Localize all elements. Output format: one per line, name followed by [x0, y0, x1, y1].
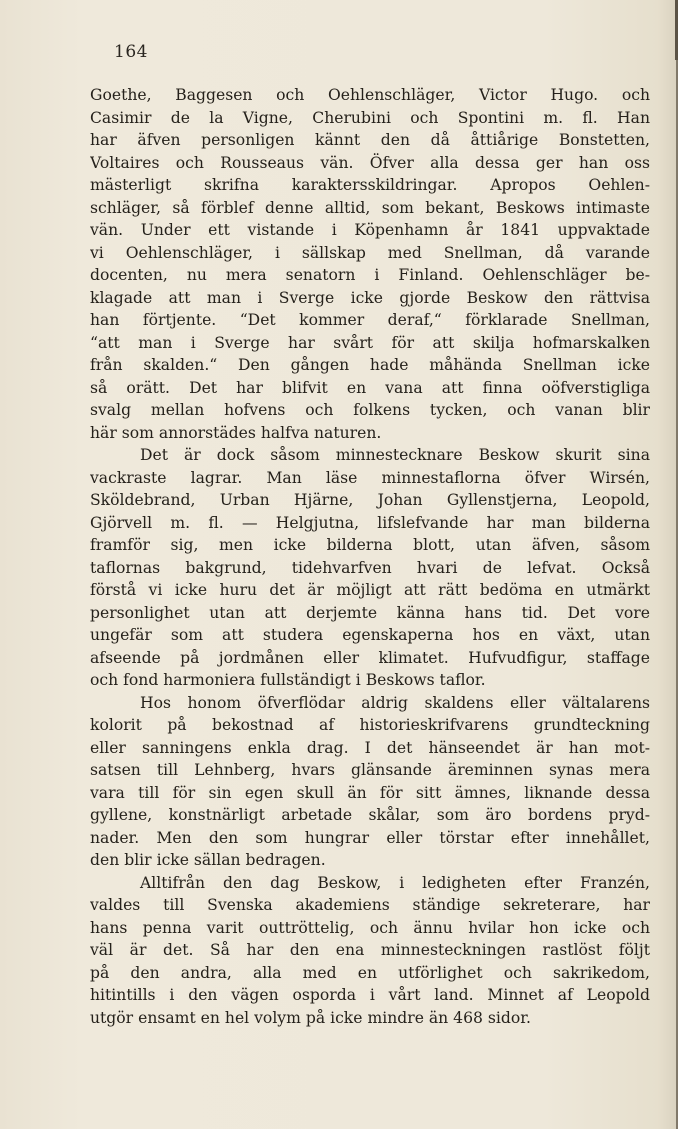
text-line: “att man i Sverge har svårt för att skilja hofmarskalken: [90, 333, 650, 352]
text-line: kolorit på bekostnad af historieskrifvarens grundteckning: [90, 716, 650, 734]
text-line: framför sig, men icke bilderna blott, utan äfven, såsom: [90, 536, 650, 554]
text-line: utgör ensamt en hel volym på icke mindre än 468 sidor.: [90, 1008, 531, 1027]
text-line: docenten, nu mera senatorn i Finland. Oehlenschläger be-: [90, 266, 650, 284]
text-line: har äfven personligen kännt den då åttiårige Bonstetten,: [90, 131, 650, 149]
text-line: eller sanningens enkla drag. I det hänseendet är han mot-: [90, 738, 650, 757]
text-line: taflornas bakgrund, tidehvarfven hvari de lefvat. Också: [90, 558, 650, 577]
text-line: den blir icke sällan bedragen.: [90, 851, 326, 869]
text-line: och fond harmoniera fullständigt i Beskows taflor.: [90, 671, 486, 689]
body-text: [90, 84, 650, 1029]
text-line: Det är dock såsom minnestecknare Beskow skurit sina: [140, 446, 650, 464]
text-line: Casimir de la Vigne, Cherubini och Spontini m. fl. Han: [90, 108, 650, 127]
text-line: svalg mellan hofvens och folkens tycken, och vanan blir: [90, 401, 650, 419]
text-line: väl är det. Så har den ena minnesteckningen rastlöst följt: [90, 941, 650, 959]
text-line: Goethe, Baggesen och Oehlenschläger, Victor Hugo. och: [90, 86, 650, 104]
text-line: vän. Under ett vistande i Köpenhamn år 1841 uppvaktade: [90, 221, 650, 239]
text-line: satsen till Lehnberg, hvars glänsande äreminnen synas mera: [90, 761, 650, 779]
text-line: han förtjente. “Det kommer deraf,“ förklarade Snellman,: [90, 311, 650, 329]
text-line: så orätt. Det har blifvit en vana att finna oöfverstigliga: [90, 378, 650, 397]
text-line: Gjörvell m. fl. — Helgjutna, lifslefvande har man bilderna: [90, 513, 650, 532]
text-line: mästerligt skrifna karaktersskildringar. Apropos Oehlen-: [90, 176, 650, 194]
text-line: Hos honom öfverflödar aldrig skaldens eller vältalarens: [140, 693, 650, 712]
text-line: på den andra, alla med en utförlighet och sakrikedom,: [90, 963, 650, 982]
text-line: Sköldebrand, Urban Hjärne, Johan Gyllenstjerna, Leopold,: [90, 491, 650, 509]
text-line: ungefär som att studera egenskaperna hos en växt, utan: [90, 626, 650, 644]
text-line: personlighet utan att derjemte känna hans tid. Det vore: [90, 603, 650, 622]
text-line: Alltifrån den dag Beskow, i ledigheten efter Franzén,: [140, 873, 650, 892]
text-line: gyllene, konstnärligt arbetade skålar, som äro bordens pryd-: [90, 806, 650, 824]
text-line: förstå vi icke huru det är möjligt att rätt bedöma en utmärkt: [90, 581, 650, 599]
text-line: klagade att man i Sverge icke gjorde Beskow den rättvisa: [90, 288, 650, 307]
page-number: 164: [114, 42, 148, 62]
text-line: Voltaires och Rousseaus vän. Öfver alla dessa ger han oss: [90, 153, 650, 172]
text-line: från skalden.“ Den gången hade måhända Snellman icke: [90, 356, 650, 374]
text-line: hitintills i den vägen osporda i vårt land. Minnet af Leopold: [90, 986, 650, 1004]
text-line: här som annorstädes halfva naturen.: [90, 423, 382, 442]
text-line: afseende på jordmånen eller klimatet. Hufvudfigur, staffage: [90, 648, 650, 667]
text-line: hans penna varit outtröttelig, och ännu hvilar hon icke och: [90, 918, 650, 937]
text-line: vackraste lagrar. Man läse minnestaflorna öfver Wirsén,: [90, 468, 650, 487]
text-line: schläger, så förblef denne alltid, som bekant, Beskows intimaste: [90, 198, 650, 217]
text-line: nader. Men den som hungrar eller törstar efter innehållet,: [90, 828, 650, 847]
text-line: vara till för sin egen skull än för sitt ämnes, liknande dessa: [90, 783, 650, 802]
text-line: vi Oehlenschläger, i sällskap med Snellman, då varande: [90, 243, 650, 262]
text-line: valdes till Svenska akademiens ständige sekreterare, har: [90, 896, 650, 914]
